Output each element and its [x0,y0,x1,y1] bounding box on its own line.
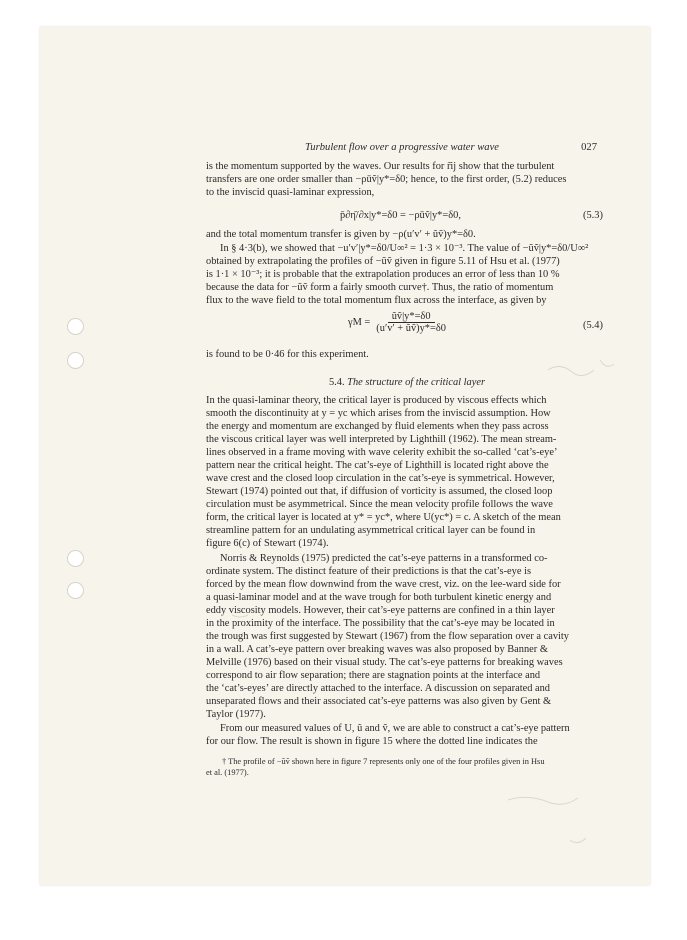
text-line: Taylor (1977). [206,709,266,720]
equation-5-3: p̄∂η̄/∂x|y*=δ0 = −ρūṽ|y*=δ0, [340,210,461,221]
equation-denominator: (u′v′ + ũṽ)y*=δ0 [376,323,446,334]
page-number: 027 [581,142,597,153]
text-line: form, the critical layer is located at y* = yc*, where U(yc*) = c. A sketch of the mean [206,512,561,523]
paragraph-4 [206,348,608,361]
text-line: In § 4·3(b), we showed that −u′v′|y*=δ0/U∞² = 1·3 × 10⁻³. The value of −ũṽ|y*=δ0/U∞² [220,243,589,254]
text-line: ordinate system. The distinct feature of their predictions is that the cat’s-eye is [206,566,531,577]
paragraph-5 [206,394,608,550]
paragraph-3 [206,242,608,255]
text-line: a quasi-laminar model and at the wave trough for both turbulent kinetic energy and [206,592,552,603]
text-line: the ‘cat’s-eyes’ are directly attached to the interface. A discussion on separated and [206,683,550,694]
footnote [206,757,614,778]
text-line: streamline pattern for an undulating asymmetrical critical layer can be found in [206,525,536,536]
text-line: pattern near the critical height. The cat’s-eye of Lighthill is located right above the [206,460,549,471]
text-line: unseparated flows and their associated cat’s-eye patterns was also given by Gent & [206,696,552,707]
equation-numerator: ũṽ|y*=δ0 [388,311,435,323]
paragraph-6 [206,552,608,721]
text-line: Melville (1976) based on their visual study. The cat’s-eye patterns for breaking waves [206,657,563,668]
text-line: for our flow. The result is shown in figure 15 where the dotted line indicates the [206,736,538,747]
text-line: is found to be 0·46 for this experiment. [206,349,369,360]
text-line: lines observed in a frame moving with wave celerity exhibit the so-called ‘cat’s-eye’ [206,447,558,458]
text-line: in a wall. A cat’s-eye pattern over breaking waves was also proposed by Banner & [206,644,548,655]
section-title: The structure of the critical layer [347,377,486,388]
paragraph-1 [206,160,608,199]
paragraph-2 [206,228,608,241]
equation-fraction [376,311,446,334]
punch-hole-upper [67,352,84,369]
text-line: to the inviscid quasi-laminar expression, [206,187,375,198]
text-line: figure 6(c) of Stewart (1974). [206,538,329,549]
text-line: smooth the discontinuity at y = yc which arises from the inviscid assumption. How [206,408,551,419]
running-title: Turbulent flow over a progressive water wave [305,142,500,153]
text-line: circulation must be asymmetrical. Since the mean velocity profile follows the wave [206,499,553,510]
text-line: wave crest and the closed loop circulation in the cat’s-eye is symmetrical. However, [206,473,555,484]
text-line: the viscous critical layer was well interpreted by Lighthill (1962). The mean stream- [206,434,557,445]
text-line: in the proximity of the interface. The possibility that the cat’s-eye may be located in [206,618,555,629]
footnote-line: et al. (1977). [206,767,249,777]
punch-hole-lower [67,550,84,567]
section-heading [206,377,608,388]
text-line: Stewart (1974) pointed out that, if diffusion of vorticity is assumed, the closed loop [206,486,553,497]
text-line: flux to the wave field to the total momentum flux across the interface, as given by [206,295,547,306]
text-line: eddy viscosity models. However, their cat’s-eye patterns are confined in a thin layer [206,605,555,616]
text-line: correspond to air flow separation; there are stagnation points at the interface and [206,670,541,681]
equation-lhs: γM = [348,317,371,328]
text-line: obtained by extrapolating the profiles of −ũṽ given in figure 5.11 of Hsu et al. (1977) [206,256,560,267]
equation-number-5-4: (5.4) [583,320,603,331]
paragraph-7 [206,722,608,748]
text-line: and the total momentum transfer is given by −ρ(u′v′ + ũṽ)y*=δ0. [206,229,476,240]
text-line: In the quasi-laminar theory, the critical layer is produced by viscous effects which [206,395,547,406]
section-number: 5.4. [328,377,345,388]
text-line: the trough was first suggested by Stewart (1967) from the flow separation over a cavity [206,631,569,642]
text-line: Norris & Reynolds (1975) predicted the cat’s-eye patterns in a transformed co- [220,553,548,564]
paragraph-3-cont [206,255,608,307]
text-line: is 1·1 × 10⁻³; it is probable that the extrapolation produces an error of less than 10 % [206,269,560,280]
footnote-line: † The profile of −ũṽ shown here in figure 7 represents only one of the four profiles given in Hsu [222,757,545,766]
text-line: forced by the mean flow downwind from the wave crest, viz. on the lee-ward side for [206,579,561,590]
text-line: From our measured values of U, ũ and ṽ, we are able to construct a cat’s-eye pattern [220,723,570,734]
punch-hole-bottom [67,582,84,599]
text-line: transfers are one order smaller than −ρūṽ|y*=δ0; hence, to the first order, (5.2) reduces [206,174,567,185]
text-line: the energy and momentum are exchanged by fluid elements when they pass across [206,421,549,432]
equation-number-5-3: (5.3) [583,210,603,221]
text-line: is the momentum supported by the waves. Our results for r̃ij show that the turbulent [206,161,555,172]
equation-5-4 [348,311,446,334]
punch-hole-top [67,318,84,335]
text-line: because the data for −ũṽ form a fairly smooth curve†. Thus, the ratio of momentum [206,282,554,293]
